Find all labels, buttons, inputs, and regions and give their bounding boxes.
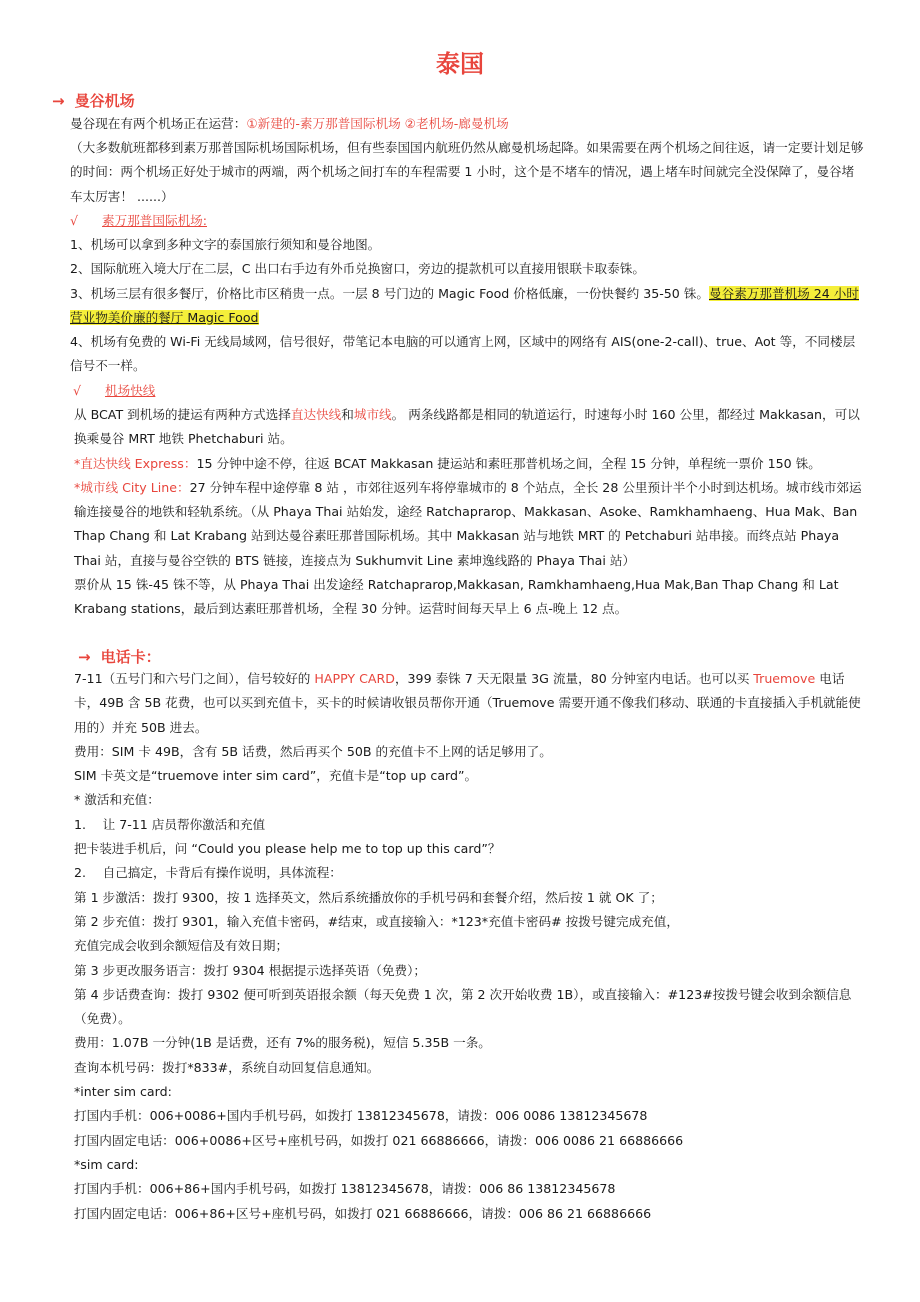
section-heading-phone-card (78, 646, 161, 667)
rail-text: 从 BCAT 到机场的捷运有两种方式选择 (74, 407, 291, 422)
subheading-airport-rail (73, 379, 155, 403)
happy-card-term: HAPPY CARD (314, 671, 395, 686)
airport-tips (70, 233, 865, 379)
arrow-right-icon: → (78, 648, 91, 666)
card-line: 费用：1.07B 一分钟(1B 是话费，还有 7%的服务税)，短信 5.35B 一条。 (74, 1035, 491, 1051)
phone-card-intro (74, 667, 866, 740)
cityline-label: *城市线 City Line： (74, 479, 190, 495)
card-line: *sim card: (74, 1156, 139, 1172)
card-line: 费用：SIM 卡 49B，含有 5B 话费，然后再买个 50B 的充值卡不上网的话足够用了。 (74, 743, 552, 759)
card-line: 打国内固定电话：006+86+区号+座机号码，如拨打 021 66886666，请拨：006 86 21 66886666 (74, 1205, 652, 1221)
express-term: 直达快线 (290, 407, 342, 422)
city-line (74, 476, 866, 573)
airport-note (70, 136, 865, 209)
section-heading-airport (52, 90, 135, 111)
tip-4: 4、机场有免费的 Wi-Fi 无线局域网，信号很好，带笔记本电脑的可以通宵上网，区域中的网络有 AIS(one-2-call)、true、Aot 等，不同楼层信号不一样。 (70, 334, 856, 374)
rail-text: 。 两条线路都是相同的轨道运行，时速每小时 160 公里，都经过 Makkasan，可以换乘曼谷 MRT 地铁 Phetchaburi 站。 (74, 407, 860, 447)
express-text: 15 分钟中途不停，往返 BCAT Makkasan 捷运站和素旺那普机场之间，全程 15 分钟，单程统一票价 150 铢。 (196, 455, 821, 471)
card-text: ，399 泰铢 7 天无限量 3G 流量，80 分钟室内电话。也可以买 (394, 671, 754, 686)
express-line (74, 452, 866, 476)
card-line: 2. 自己搞定，卡背后有操作说明，具体流程： (74, 865, 342, 881)
check-icon: √ (70, 213, 79, 228)
rail-intro (74, 403, 866, 452)
tip-3 (70, 282, 865, 331)
card-line: *inter sim card: (74, 1084, 172, 1100)
card-line: 打国内手机：006+0086+国内手机号码，如拨打 13812345678，请拨：006 0086 13812345678 (74, 1108, 648, 1124)
cityline-term: 城市线 (353, 407, 392, 422)
subheading-text: 机场快线 (105, 383, 156, 398)
card-line: 把卡装进手机后，问 “Could you please help me to top up this card”？ (74, 841, 501, 857)
tip-2: 2、国际航班入境大厅在二层，C 出口右手边有外币兑换窗口，旁边的提款机可以直接用银联卡取泰铢。 (70, 261, 645, 277)
card-line: 查询本机号码：拨打*833#，系统自动回复信息通知。 (74, 1059, 380, 1075)
card-line: 第 3 步更改服务语言：拨打 9304 根据提示选择英语（免费）； (74, 962, 427, 978)
intro-text: 曼谷现在有两个机场正在运营： (70, 116, 247, 131)
express-label: *直达快线 Express： (74, 455, 197, 471)
card-text: 7-11（五号门和六号门之间），信号较好的 (74, 671, 315, 686)
tip-1: 1、机场可以拿到多种文字的泰国旅行须知和曼谷地图。 (70, 237, 381, 252)
card-line: 1. 让 7-11 店员帮你激活和充值 (74, 816, 266, 832)
page-title: 泰国 (436, 50, 484, 78)
tip-3-text: 3、机场三层有很多餐厅，价格比市区稍贵一点。一层 8 号门边的 Magic Food 价格低廉，一份快餐约 35-50 铢。 (70, 285, 709, 301)
card-line: 第 2 步充值：拨打 9301，输入充值卡密码，#结束，或直接输入：*123*充值卡密码# 按拨号键完成充值， (74, 913, 679, 929)
card-text: 电话卡，49B 含 5B 花费，也可以买到充值卡，买卡的时候请收银员帮你开通（Truemove 需要开通不像我们移动、联通的卡直接插入手机就能使用的）并充 50B 进去。 (74, 671, 861, 735)
card-line: 打国内固定电话：006+0086+区号+座机号码，如拨打 021 66886666，请拨：006 0086 21 66886666 (74, 1132, 684, 1148)
truemove-term: Truemove (753, 671, 816, 686)
note-paragraph: （大多数航班都移到素万那普国际机场国际机场，但有些泰国国内航班仍然从廊曼机场起降。如果需要在两个机场之间往返，请一定要计划足够的时间：两个机场正好处于城市的两端，两个机场之间打车的车程需要 1 小时，这个是不堵车的情况，遇上堵车时间就完全没保障了，曼谷堵车太厉害！ ......） (70, 140, 864, 204)
airport-rail-body (74, 403, 866, 622)
check-icon: √ (73, 383, 82, 398)
card-line: SIM 卡英文是“truemove inter sim card”，充值卡是“top up card”。 (74, 768, 478, 784)
subheading-suvarnabhumi (70, 209, 207, 233)
airport-intro (70, 112, 865, 136)
rail-text: 和 (341, 407, 354, 422)
intro-airports: ①新建的-素万那普国际机场 ②老机场-廊曼机场 (246, 116, 509, 131)
phone-card-body (74, 667, 866, 1226)
card-line: * 激活和充值： (74, 792, 160, 808)
arrow-right-icon: → (52, 92, 65, 110)
card-line: 第 4 步话费查询：拨打 9302 便可听到英语报余额（每天免费 1 次，第 2 次开始收费 1B），或直接输入：#123#按拨号键会收到余额信息（免费）。 (74, 986, 852, 1027)
subheading-text: 素万那普国际机场: (102, 213, 207, 228)
card-line: 充值完成会收到余额短信及有效日期； (74, 938, 289, 954)
card-line: 第 1 步激活：拨打 9300，按 1 选择英文，然后系统播放你的手机号码和套餐介绍，然后按 1 就 OK 了； (74, 889, 663, 905)
card-line: 打国内手机：006+86+国内手机号码，如拨打 13812345678，请拨：006 86 13812345678 (74, 1181, 616, 1197)
section-heading-text: 曼谷机场 (74, 92, 135, 110)
cityline-text: 27 分钟车程中途停靠 8 站 ，市郊往返列车将停靠城市的 8 个站点，全长 28 公里预计半个小时到达机场。城市线市郊运输连接曼谷的地铁和轻轨系统。（从 Phaya Thai 站始发，途经 Ratchaprarop、Makkasan、Asoke、Ramkhamhaeng、Hua Mak、Ban Thap Chang 和 Lat Krabang 站到达曼谷素旺那普国际机场。其中 Makkasan 站与地铁 MRT 的 Petchaburi 站串接。而终点站 Phaya Thai 站，直接与曼谷空铁的 BTS 链接，连接点为 Sukhumvit Line 素坤逸线路的 Phaya Thai 站） (74, 479, 862, 568)
section-heading-text: 电话卡： (100, 648, 161, 666)
highlight-link[interactable]: 曼谷素万那普机场 24 小时营业物美价廉的餐厅 Magic Food (70, 285, 859, 325)
fare-paragraph: 票价从 15 铢-45 铢不等，从 Phaya Thai 出发途经 Ratchaprarop,Makkasan, Ramkhamhaeng,Hua Mak,Ban Thap Chang 和 Lat Krabang stations，最后到达素旺那普机场，全程 30 分钟。运营时间每天早上 6 点-晚上 12 点。 (74, 577, 839, 617)
